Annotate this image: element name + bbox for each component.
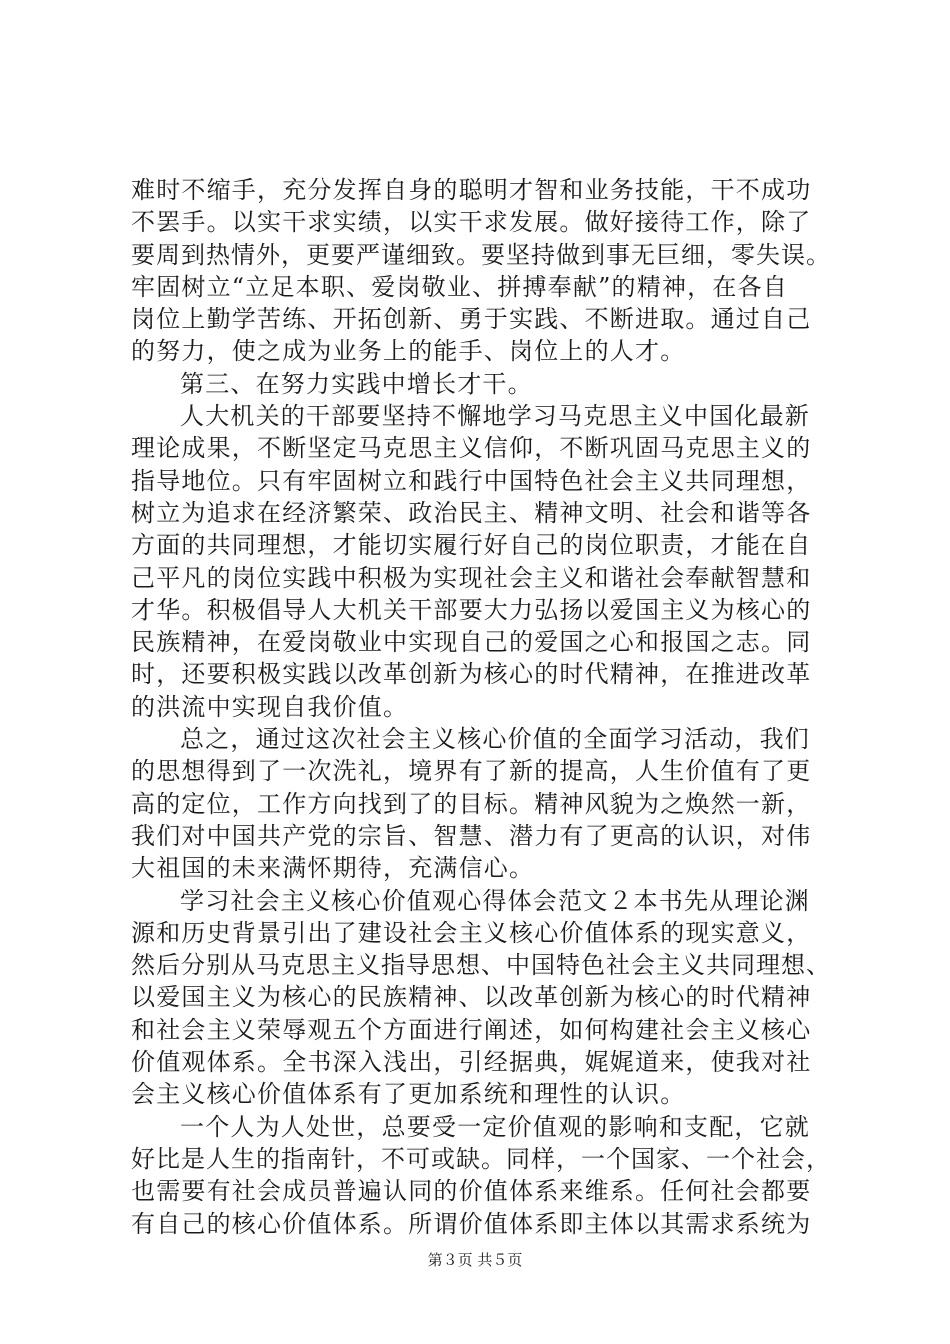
text-line: 以爱国主义为核心的民族精神、以改革创新为核心的时代精神 (131, 983, 812, 1012)
text-line: 才华。积极倡导人大机关干部要大力弘扬以爱国主义为核心的 (131, 595, 812, 624)
text-line: 价值观体系。全书深入浅出，引经据典，娓娓道来，使我对社 (131, 1048, 812, 1077)
text-line: 第三、在努力实践中增长才干。 (180, 369, 533, 398)
text-line: 学习社会主义核心价值观心得体会范文２本书先从理论渊 (180, 886, 810, 915)
text-line: 要周到热情外，更要严谨细致。要坚持做到事无巨细，零失误。 (131, 240, 831, 269)
text-line: 我们对中国共产党的宗旨、智慧、潜力有了更高的认识，对伟 (131, 821, 812, 850)
text-line: 好比是人生的指南针，不可或缺。同样，一个国家、一个社会， (131, 1144, 831, 1173)
text-line: 时，还要积极实践以改革创新为核心的时代精神，在推进改革 (131, 660, 812, 689)
text-line: 指导地位。只有牢固树立和践行中国特色社会主义共同理想， (131, 466, 812, 495)
page-footer: 第３页 共５页 (427, 1251, 523, 1269)
text-line: 高的定位，工作方向找到了的目标。精神风貌为之焕然一新， (131, 789, 812, 818)
text-line: 的思想得到了一次洗礼，境界有了新的提高，人生价值有了更 (131, 757, 812, 786)
text-line: 的努力，使之成为业务上的能手、岗位上的人才。 (131, 337, 686, 366)
text-line: 源和历史背景引出了建设社会主义核心价值体系的现实意义， (131, 918, 812, 947)
text-line: 总之，通过这次社会主义核心价值的全面学习活动，我们 (180, 725, 810, 754)
text-line: 一个人为人处世，总要受一定价值观的影响和支配，它就 (180, 1112, 810, 1141)
text-line: 有自己的核心价值体系。所谓价值体系即主体以其需求系统为 (131, 1209, 812, 1238)
text-line: 民族精神，在爱岗敬业中实现自己的爱国之心和报国之志。同 (131, 628, 812, 657)
text-line: 的洪流中实现自我价值。 (131, 692, 409, 721)
text-line: 会主义核心价值体系有了更加系统和理性的认识。 (131, 1080, 686, 1109)
document-body (131, 174, 831, 1240)
text-line: 难时不缩手，充分发挥自身的聪明才智和业务技能，干不成功 (131, 176, 812, 204)
text-line: 然后分别从马克思主义指导思想、中国特色社会主义共同理想、 (131, 951, 831, 980)
text-line: 牢固树立“立足本职、爱岗敬业、拼搏奉献”的精神，在各自 (131, 272, 788, 301)
text-line: 方面的共同理想，才能切实履行好自己的岗位职责，才能在自 (131, 531, 812, 560)
text-line: 树立为追求在经济繁荣、政治民主、精神文明、社会和谐等各 (131, 498, 812, 527)
text-line: 不罢手。以实干求实绩，以实干求发展。做好接待工作，除了 (131, 208, 812, 237)
text-line: 大祖国的未来满怀期待，充满信心。 (131, 854, 535, 883)
text-line: 人大机关的干部要坚持不懈地学习马克思主义中国化最新 (180, 402, 810, 431)
text-line: 理论成果，不断坚定马克思主义信仰，不断巩固马克思主义的 (131, 434, 812, 463)
text-line: 也需要有社会成员普遍认同的价值体系来维系。任何社会都要 (131, 1177, 812, 1206)
text-line: 岗位上勤学苦练、开拓创新、勇于实践、不断进取。通过自己 (131, 305, 812, 334)
text-line: 己平凡的岗位实践中积极为实现社会主义和谐社会奉献智慧和 (131, 563, 812, 592)
text-line: 和社会主义荣辱观五个方面进行阐述，如何构建社会主义核心 (131, 1015, 812, 1044)
